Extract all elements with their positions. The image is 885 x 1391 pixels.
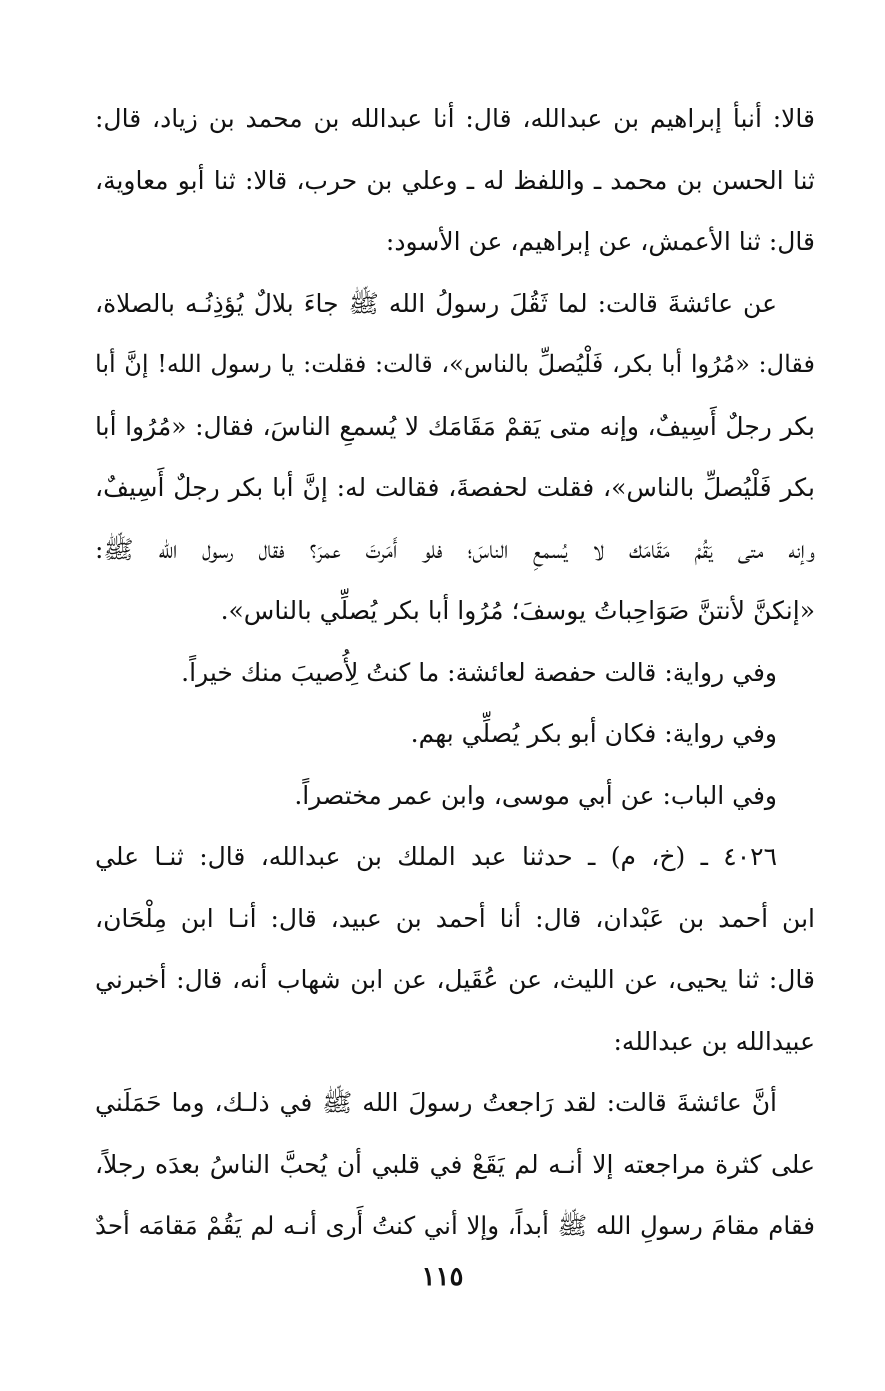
text-line: على كثرة مراجعته إلا أنـه لم يَقَعْ في قلبي أن يُحبَّ الناسُ بعدَه رجلاً،: [95, 1149, 815, 1179]
text-line: «إنكنَّ لأنتنَّ صَوَاحِباتُ يوسفَ؛ مُرُوا أبا بكر يُصلِّي بالناس».: [220, 596, 815, 625]
text-line: وفي رواية: فكان أبو بكر يُصلِّي بهم.: [410, 719, 777, 748]
text-line: قالا: أنبأ إبراهيم بن عبدالله، قال: أنا عبدالله بن محمد بن زياد، قال:: [95, 104, 815, 133]
text-line: وإنه متى يَقُمْ مَقَامَك لا يُسمعِ الناسَ؛ فلو أَمَرتَ عمرَ؟ فقال رسول الله ﷺ:: [95, 534, 815, 564]
text-line: عن عائشةَ قالت: لما ثَقُلَ رسولُ الله ﷺ جاءَ بلالٌ يُؤذِنُـه بالصلاة،: [95, 288, 777, 318]
text-line: قال: ثنا يحيى، عن الليث، عن عُقَيل، عن ابن شهاب أنه، قال: أخبرني: [95, 965, 815, 994]
text-line: وفي رواية: قالت حفصة لعائشة: ما كنتُ لِأُصيبَ منك خيراً.: [181, 657, 777, 687]
text-line: فقال: «مُرُوا أبا بكر، فَلْيُصلِّ بالناس»، قالت: فقلت: يا رسول الله! إنَّ أبا: [95, 350, 815, 378]
text-line: فقام مقامَ رسولِ الله ﷺ أبداً، وإلا أني كنتُ أَرى أنـه لم يَقُمْ مَقامَه أحدٌ: [95, 1211, 815, 1240]
text-line: أنَّ عائشةَ قالت: لقد رَاجعتُ رسولَ الله ﷺ في ذلـك، وما حَمَلَني: [95, 1088, 777, 1117]
text-line: بكر رجلٌ أَسِيفٌ، وإنه متى يَقمْ مَقَامَك لا يُسمعِ الناسَ، فقال: «مُرُوا أبا: [95, 411, 815, 441]
text-line: ثنا الحسن بن محمد ـ واللفظ له ـ وعلي بن حرب، قالا: ثنا أبو معاوية،: [95, 165, 815, 195]
text-line: ابن أحمد بن عَبْدان، قال: أنا أحمد بن عبيد، قال: أنـا ابن مِلْحَان،: [95, 903, 815, 933]
page-number: ١١٥: [421, 1262, 464, 1292]
page-body-text: [95, 88, 815, 1257]
text-line: عبيدالله بن عبدالله:: [613, 1026, 815, 1056]
text-line: وفي الباب: عن أبي موسى، وابن عمر مختصراً.: [294, 780, 777, 810]
hadith-number-line: ٤٠٢٦ ـ (خ، م) ـ حدثنا عبد الملك بن عبدالله، قال: ثنـا علي: [95, 842, 777, 871]
text-line: قال: ثنا الأعمش، عن إبراهيم، عن الأسود:: [385, 227, 815, 256]
text-line: بكر فَلْيُصلِّ بالناس»، فقلت لحفصةَ، فقالت له: إنَّ أبا بكر رجلٌ أَسِيفٌ،: [95, 473, 815, 502]
